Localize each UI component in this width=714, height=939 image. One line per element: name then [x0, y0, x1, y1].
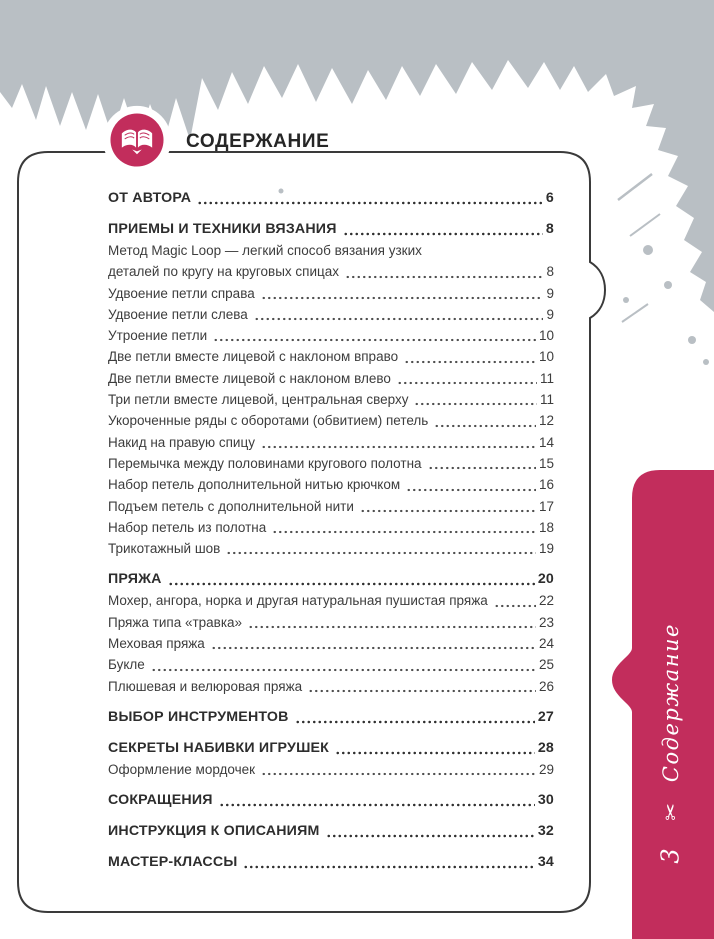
toc-entry-label: деталей по кругу на круговых спицах	[108, 264, 339, 280]
toc-entry	[108, 389, 554, 410]
toc-entry-page: 28	[537, 739, 554, 756]
toc-entry-label: ВЫБОР ИНСТРУМЕНТОВ	[108, 708, 289, 725]
toc-entry-page: 29	[538, 761, 554, 777]
toc-entry	[108, 820, 554, 842]
toc-dot-leader	[151, 668, 536, 672]
toc-entry-page: 25	[538, 657, 554, 673]
toc-entry-label: Две петли вместе лицевой с наклоном вправо	[108, 349, 399, 365]
toc-entry-page: 30	[537, 792, 554, 809]
toc-entry-page: 20	[537, 571, 554, 588]
toc-entry	[108, 517, 554, 538]
toc-entry-label: Букле	[108, 657, 145, 673]
scissors-icon: ✂	[658, 803, 683, 821]
toc-entry-label: Плюшевая и велюровая пряжа	[108, 678, 303, 694]
toc-entry-label: СЕКРЕТЫ НАБИВКИ ИГРУШЕК	[108, 739, 330, 756]
side-tab	[628, 536, 714, 916]
toc-entry	[108, 346, 554, 367]
toc-entry-label: Мохер, ангора, норка и другая натуральная пушистая пряжа	[108, 593, 488, 609]
toc-entry	[108, 432, 554, 453]
toc-entry-page: 32	[537, 823, 554, 840]
side-tab-label: Содержание	[659, 622, 683, 782]
toc-entry-page: 8	[545, 221, 554, 237]
toc-entry	[108, 304, 554, 325]
toc-entry-label: Удвоение петли слева	[108, 306, 248, 322]
toc-entry	[108, 240, 554, 261]
toc-dot-leader	[197, 201, 543, 205]
toc-entry-page: 14	[538, 434, 554, 450]
toc-entry	[108, 496, 554, 517]
toc-entry	[108, 654, 554, 675]
toc-entry-label: Три петли вместе лицевой, центральная сверху	[108, 392, 409, 408]
page-number: 3	[657, 848, 685, 864]
toc-entry-label: ИНСТРУКЦИЯ К ОПИСАНИЯМ	[108, 823, 320, 840]
toc-entry-page: 12	[538, 413, 554, 429]
toc-dot-leader	[261, 296, 544, 300]
toc-entry-page: 27	[537, 708, 554, 725]
toc-entry-page: 17	[538, 498, 554, 514]
toc-dot-leader	[345, 275, 543, 279]
toc-entry-label: Накид на правую спицу	[108, 434, 255, 450]
toc-entry	[108, 368, 554, 389]
toc-entry-label: ОТ АВТОРА	[108, 190, 192, 206]
toc-entry-label: Набор петель из полотна	[108, 519, 267, 535]
toc-entry-label: СОКРАЩЕНИЯ	[108, 792, 213, 809]
toc-entry-page: 8	[546, 264, 554, 280]
toc-dot-leader	[494, 604, 536, 608]
toc-dot-leader	[404, 360, 536, 364]
toc-entry-page: 16	[538, 477, 554, 493]
toc-entry	[108, 218, 554, 240]
toc-entry-page: 10	[538, 328, 554, 344]
toc-dot-leader	[272, 530, 536, 534]
toc-entry-page: 9	[546, 285, 554, 301]
toc-entry-page: 6	[545, 190, 554, 206]
toc-entry-label: Трикотажный шов	[108, 541, 221, 557]
toc-entry-page: 15	[538, 455, 554, 471]
toc-entry-label: Утроение петли	[108, 328, 208, 344]
toc-entry	[108, 789, 554, 811]
toc-entry	[108, 187, 554, 209]
toc-dot-leader	[261, 445, 536, 449]
toc-dot-leader	[211, 646, 536, 650]
toc-dot-leader	[248, 625, 536, 629]
page-title: СОДЕРЖАНИЕ	[186, 131, 330, 152]
toc-entry-page: 11	[539, 370, 554, 386]
toc-entry-page: 26	[538, 678, 554, 694]
page-header	[101, 104, 329, 176]
toc-dot-leader	[326, 834, 535, 838]
toc-entry-label: Перемычка между половинами кругового полотна	[108, 455, 422, 471]
toc-entry-page: 22	[538, 593, 554, 609]
toc-dot-leader	[226, 551, 536, 555]
toc-entry	[108, 568, 554, 590]
toc-entry	[108, 759, 554, 780]
toc-dot-leader	[308, 689, 536, 693]
toc-entry	[108, 737, 554, 759]
toc-dot-leader	[428, 466, 536, 470]
toc-dot-leader	[243, 865, 534, 869]
toc-dot-leader	[213, 338, 536, 342]
toc-entry-label: Удвоение петли справа	[108, 285, 255, 301]
toc-entry-page: 9	[546, 306, 554, 322]
toc-entry-label: Пряжа типа «травка»	[108, 614, 243, 630]
toc-entry-label: Две петли вместе лицевой с наклоном влево	[108, 370, 391, 386]
toc-entry	[108, 474, 554, 495]
toc-dot-leader	[397, 381, 537, 385]
toc-entry	[108, 283, 554, 304]
toc-entry-label: Меховая пряжа	[108, 636, 205, 652]
open-book-logo-icon	[101, 104, 173, 176]
toc-entry	[108, 538, 554, 559]
toc-dot-leader	[414, 402, 537, 406]
toc-entry	[108, 706, 554, 728]
toc-entry-label: Набор петель дополнительной нитью крючком	[108, 477, 401, 493]
toc-entry-label: ПРИЕМЫ И ТЕХНИКИ ВЯЗАНИЯ	[108, 221, 337, 237]
toc-entry-page: 10	[538, 349, 554, 365]
toc-entry-label: ПРЯЖА	[108, 571, 162, 588]
toc-list	[108, 187, 554, 873]
toc-dot-leader	[219, 803, 535, 807]
toc-entry-page: 23	[538, 614, 554, 630]
toc-entry-label: Метод Magic Loop — легкий способ вязания узких	[108, 243, 422, 258]
toc-entry-page: 18	[538, 519, 554, 535]
toc-dot-leader	[335, 751, 535, 755]
toc-entry-page: 19	[538, 541, 554, 557]
toc-entry	[108, 590, 554, 611]
toc-dot-leader	[261, 772, 536, 776]
toc-entry	[108, 453, 554, 474]
toc-entry-page: 11	[539, 392, 554, 408]
toc-dot-leader	[343, 232, 543, 236]
toc-entry	[108, 410, 554, 431]
toc-dot-leader	[168, 582, 535, 586]
toc-entry	[108, 261, 554, 282]
toc-dot-leader	[406, 488, 536, 492]
toc-entry-page: 34	[537, 854, 554, 871]
toc-dot-leader	[295, 720, 535, 724]
toc-entry-label: МАСТЕР-КЛАССЫ	[108, 854, 238, 871]
toc-entry-label: Оформление мордочек	[108, 761, 256, 777]
toc-dot-leader	[254, 317, 544, 321]
toc-dot-leader	[434, 424, 536, 428]
toc-entry	[108, 612, 554, 633]
toc-dot-leader	[360, 509, 536, 513]
toc-entry-label: Подъем петель с дополнительной нити	[108, 498, 354, 514]
toc-entry	[108, 325, 554, 346]
toc-entry	[108, 633, 554, 654]
toc-entry	[108, 676, 554, 697]
toc-entry-label: Укороченные ряды с оборотами (обвитием) петель	[108, 413, 429, 429]
toc-entry-page: 24	[538, 636, 554, 652]
toc-entry	[108, 851, 554, 873]
